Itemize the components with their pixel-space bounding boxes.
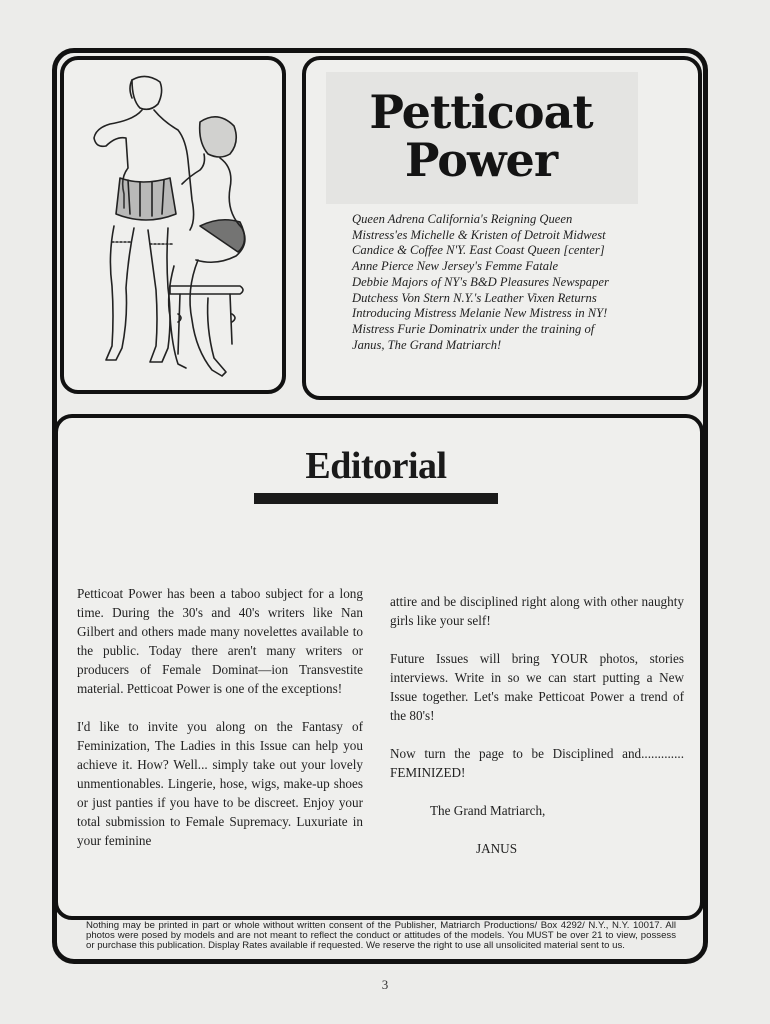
- contents-item: Anne Pierce New Jersey's Femme Fatale: [352, 259, 559, 274]
- contents-item: Mistress'es Michelle & Kristen of Detroit Midwest: [352, 227, 606, 242]
- contents-item: Queen Adrena California's Reigning Queen: [352, 212, 573, 226]
- paragraph: Future Issues will bring YOUR photos, stories interviews. Write in so we can start putting a New Issue together. Let's make Petticoat Power a trend of the 80's!: [390, 651, 684, 723]
- signoff: The Grand Matriarch,: [430, 803, 546, 818]
- paragraph: Now turn the page to be Disciplined and............. FEMINIZED!: [390, 746, 684, 780]
- signature: JANUS: [476, 841, 518, 856]
- masthead-title: Petticoat Power: [369, 85, 593, 187]
- heading-rule: [254, 493, 498, 504]
- contents-item: Mistress Furie Dominatrix under the training of: [352, 321, 595, 336]
- paragraph: Petticoat Power has been a taboo subject for a long time. During the 30's and 40's writers like Nan Gilbert and others made many novelettes available to the public. Today there aren't many writers or producers of Female Dominat—ion Transvestite material. Petticoat Power is one of the exceptions!: [77, 586, 363, 696]
- contents-item: Dutchess Von Stern N.Y.'s Leather Vixen Returns: [352, 290, 597, 305]
- illustration-icon: [70, 66, 276, 384]
- contents-list: [352, 212, 658, 353]
- contents-item: Introducing Mistress Melanie New Mistress in NY!: [352, 306, 608, 321]
- editorial-column-left: [77, 584, 363, 869]
- contents-item: Janus, The Grand Matriarch!: [352, 337, 502, 352]
- editorial-column-right: [390, 592, 684, 877]
- contents-item: Candice & Coffee N'Y. East Coast Queen [center]: [352, 243, 605, 258]
- contents-item: Debbie Majors of NY's B&D Pleasures Newspaper: [352, 274, 609, 289]
- paragraph: I'd like to invite you along on the Fantasy of Feminization, The Ladies in this Issue can help you achieve it. How? Well... simply take out your lovely unmentionables. Lingerie, hose, wigs, make-up shoes or just panties if you have to be discreet. Enjoy your total submission to Female Supremacy. Luxuriate in your feminine: [77, 719, 363, 848]
- legal-notice: Nothing may be printed in part or whole without written consent of the Publisher, Matriarch Productions/ Box 4292/ N.Y., N.Y. 10017. All photos were posed by models and are not meant to reflect the conduct or attitudes of the models. You MUST be over 21 to view, possess or purchase this publication. Display Rates available if requested. We reserve the right to use all unsolicited material sent to us.: [86, 920, 676, 951]
- paragraph: attire and be disciplined right along with other naughty girls like your self!: [390, 594, 684, 628]
- page-number: 3: [381, 977, 389, 992]
- editorial-heading: Editorial: [305, 445, 447, 487]
